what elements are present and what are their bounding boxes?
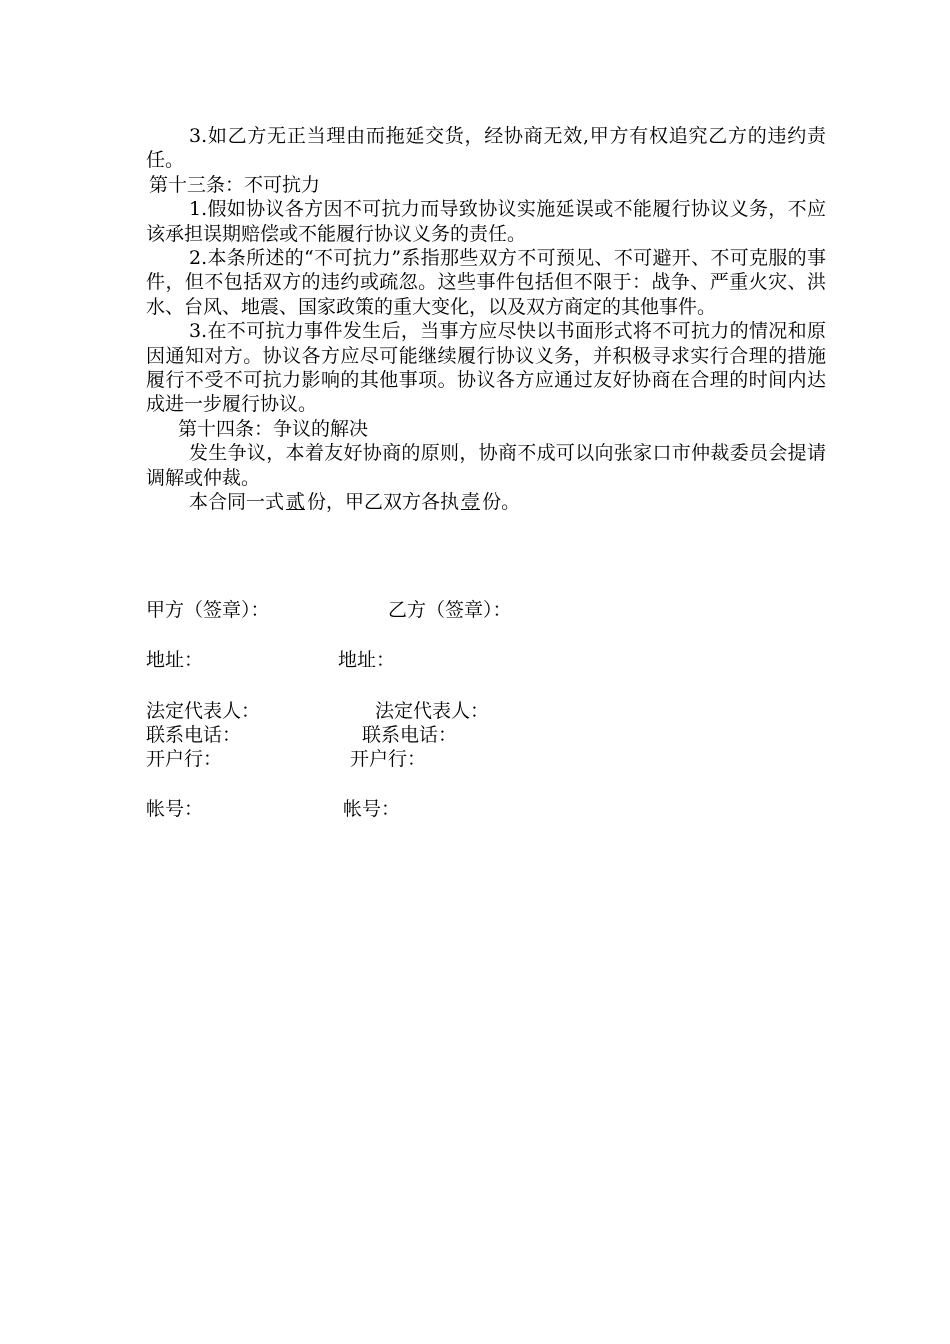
party-b-bank-label: 开户行： [350,748,427,770]
copies-suffix: 份。 [482,491,521,514]
clause13-heading: 第十三条：不可抗力 [149,173,321,196]
party-a-signature-label: 甲方（签章）： [146,599,270,621]
clause14-paragraph-1: 发生争议，本着友好协商的原则，协商不成可以向张家口市仲裁委员会提请调解或仲裁。 [146,442,826,489]
party-a-address-label: 地址： [146,649,204,671]
party-b-account-label: 帐号： [343,798,401,820]
copies-statement [146,490,826,514]
party-b-address-label: 地址： [338,649,396,671]
copies-each: 壹 [461,491,481,514]
copies-mid: 份，甲乙双方各执 [307,491,460,514]
clause13-paragraph-2: 2.本条所述的“不可抗力”系指那些双方不可预见、不可避开、不可克服的事件，但不包括双方的违约或疏忽。这些事件包括但不限于：战争、严重火灾、洪水、台风、地震、国家政策的重大变化，以及双方商定的其他事件。 [146,247,826,318]
party-b-signature-label: 乙方（签章）： [388,599,512,621]
copies-total: 贰 [286,491,306,514]
party-a-bank-label: 开户行： [146,748,223,770]
party-a-phone-label: 联系电话： [146,724,242,746]
copies-prefix: 本合同一式 [189,491,285,514]
clause14-heading: 第十四条：争议的解决 [178,417,369,440]
clause13-paragraph-3: 3.在不可抗力事件发生后，当事方应尽快以书面形式将不可抗力的情况和原因通知对方。协议各方应尽可能继续履行协议义务，并积极寻求实行合理的措施履行不受不可抗力影响的其他事项。协议各方应通过友好协商在合理的时间内达成进一步履行协议。 [146,320,826,416]
party-a-account-label: 帐号： [146,798,204,820]
party-b-representative-label: 法定代表人： [375,700,490,722]
contract-body [146,124,826,515]
party-a-representative-label: 法定代表人： [146,700,261,722]
clause12-paragraph-3: 3.如乙方无正当理由而拖延交货，经协商无效,甲方有权追究乙方的违约责任。 [146,125,826,172]
party-b-phone-label: 联系电话： [362,724,458,746]
clause13-paragraph-1: 1.假如协议各方因不可抗力而导致协议实施延误或不能履行协议义务，不应该承担误期赔偿或不能履行协议义务的责任。 [146,198,826,245]
